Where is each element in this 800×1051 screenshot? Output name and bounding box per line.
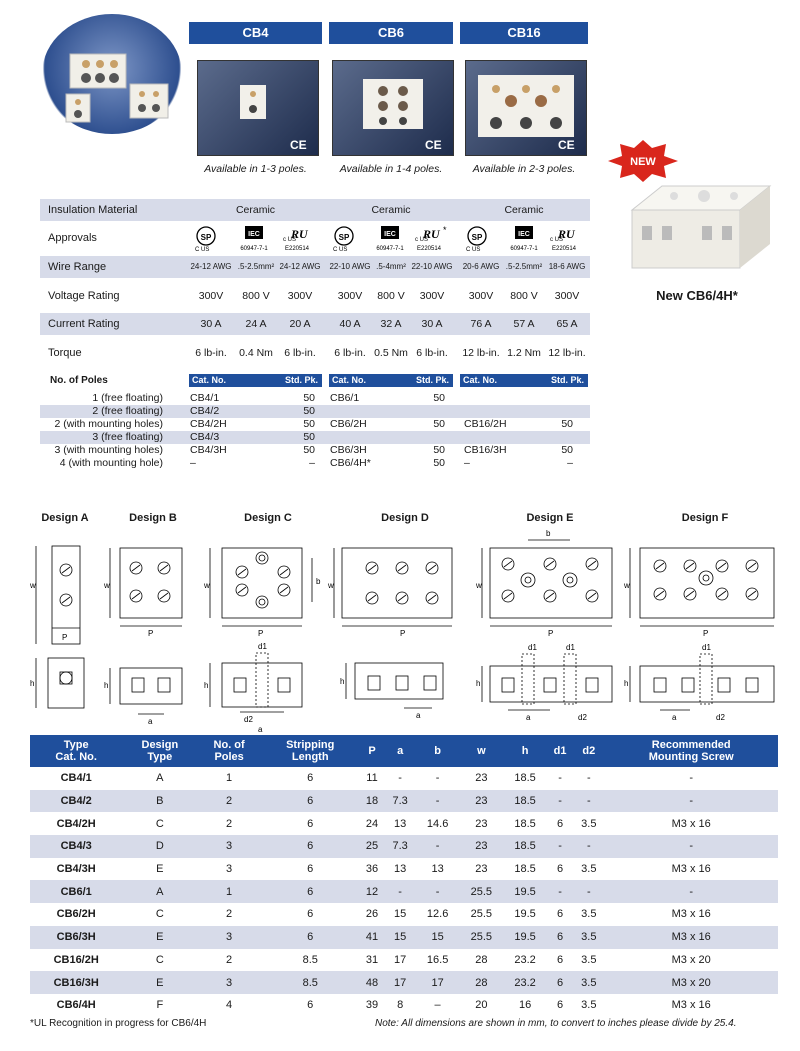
table-cell: M3 x 16 — [671, 999, 711, 1012]
svg-text:d1: d1 — [258, 642, 267, 651]
svg-text:P: P — [703, 629, 709, 638]
table-cell: – — [434, 999, 441, 1012]
table-cell: - — [547, 880, 573, 903]
table-cell: 39 — [365, 999, 379, 1012]
table-cell: 12.6 — [426, 908, 449, 921]
table-cell: 3.5 — [573, 926, 604, 949]
table-row — [30, 880, 778, 903]
insulation-row — [40, 199, 590, 221]
table-cell: 23 — [475, 863, 488, 876]
poles-cell-label: 3 (free floating) — [92, 431, 163, 443]
cb6-insulation: Ceramic — [371, 204, 411, 216]
table-cell: 20 — [475, 999, 488, 1012]
table-cell: 19.5 — [503, 880, 547, 903]
table-cell: C — [155, 953, 164, 966]
table-cell: 18 — [360, 790, 385, 813]
table-header-cell: Recommended Mounting Screw — [604, 735, 778, 767]
iec-logo: IEC — [248, 231, 260, 238]
table-cell: C — [155, 908, 164, 921]
table-cell: 28 — [475, 953, 488, 966]
poles-cell-cb6: CB6/2H — [330, 418, 367, 430]
table-cell: 31 — [365, 953, 379, 966]
svg-text:h: h — [204, 681, 209, 690]
cb16-caption: Available in 2-3 poles. — [472, 163, 576, 175]
poles-cell-cb4: CB4/1 — [190, 392, 220, 404]
table-cell: 3 — [197, 835, 261, 858]
table-cell: 1 — [197, 880, 261, 903]
table-cell: 6 — [547, 971, 573, 994]
table-cell: CB4/3H — [56, 863, 96, 876]
cb16-cat-header: Cat. No. Std. Pk. — [460, 374, 588, 387]
table-header-cell: d1 — [547, 735, 573, 767]
table-cell: 6 — [547, 926, 573, 949]
table-cell: 1 — [226, 772, 233, 785]
table-cell: 48 — [360, 971, 385, 994]
svg-text:P: P — [400, 629, 406, 638]
svg-text:a: a — [416, 711, 421, 720]
table-cell: 8.5 — [302, 953, 318, 966]
table-cell: 6 — [307, 999, 314, 1012]
table-cell: 36 — [365, 863, 379, 876]
dimension-table-header — [30, 735, 778, 767]
table-cell: - — [604, 790, 778, 813]
table-header-cell: d2 — [573, 735, 604, 767]
current-label: Current Rating — [48, 318, 120, 330]
svg-text:C US: C US — [466, 247, 481, 253]
svg-text:a: a — [258, 725, 263, 733]
product-group-photo — [42, 14, 182, 134]
table-cell: 6 — [557, 999, 564, 1012]
table-cell: 3.5 — [581, 863, 597, 876]
torque-label: Torque — [48, 347, 82, 359]
design-b-title: Design B — [129, 512, 177, 524]
table-cell: M3 x 16 — [671, 863, 711, 876]
table-cell: 6 — [261, 926, 360, 949]
cb6-header: CB6 — [329, 22, 453, 44]
table-cell: 2 — [226, 908, 233, 921]
table-cell: 7.3 — [385, 790, 416, 813]
table-cell: 7.3 — [385, 835, 416, 858]
table-cell: CB4/1 — [60, 772, 92, 785]
poles-cell-cb16pk: 50 — [561, 418, 573, 430]
svg-text:NEW: NEW — [630, 156, 656, 168]
table-cell: 4 — [226, 999, 233, 1012]
poles-cell-cb16: CB16/2H — [464, 418, 507, 430]
table-cell: 12 — [360, 880, 385, 903]
table-cell: 18.5 — [514, 772, 536, 785]
poles-cell-cb4: CB4/2H — [190, 418, 227, 430]
svg-text:a: a — [526, 713, 531, 722]
table-cell: - — [573, 790, 604, 813]
table-cell: 18.5 — [514, 817, 536, 830]
poles-cell-cb4pk: 50 — [303, 405, 315, 417]
table-cell: 6 — [261, 835, 360, 858]
new-badge — [608, 140, 678, 182]
cb4-approvals — [189, 224, 322, 254]
table-cell: 15 — [416, 926, 460, 949]
table-cell: A — [122, 880, 197, 903]
svg-text:b: b — [546, 529, 551, 538]
table-cell: 15 — [394, 908, 407, 921]
table-cell: 3 — [197, 926, 261, 949]
cb4-insulation: Ceramic — [189, 199, 322, 221]
footnote: *UL Recognition in progress for CB6/4H — [30, 1018, 207, 1029]
svg-text:d2: d2 — [244, 715, 253, 724]
table-cell: 23 — [475, 817, 488, 830]
table-cell: 24 — [365, 817, 379, 830]
csa-logo: SP — [200, 233, 212, 242]
table-cell: 17 — [394, 953, 407, 966]
table-cell: 11 — [366, 772, 378, 785]
table-cell: - — [398, 772, 402, 785]
table-cell: - — [604, 835, 778, 858]
table-row — [30, 926, 778, 949]
table-row — [30, 835, 778, 858]
table-header-cell: P — [360, 735, 385, 767]
table-cell: - — [416, 835, 460, 858]
table-cell: M3 x 16 — [671, 817, 711, 830]
svg-text:*: * — [443, 225, 447, 235]
table-cell: CB16/3H — [30, 971, 122, 994]
table-header-cell: Stripping Length — [261, 735, 360, 767]
table-cell: 3 — [197, 971, 261, 994]
poles-row — [40, 418, 600, 431]
svg-text:P: P — [62, 633, 68, 642]
cb6-approvals — [329, 224, 453, 254]
poles-cell-cb4: CB4/3H — [190, 444, 227, 456]
table-cell: 23.2 — [514, 953, 536, 966]
table-row — [30, 767, 778, 790]
cb4-caption: Available in 1-3 poles. — [204, 163, 307, 175]
svg-text:h: h — [476, 679, 481, 688]
torque-row: Torque 6 lb-in. 0.4 Nm 6 lb-in. 6 lb-in. 0.5 Nm 6 lb-in. 12 lb-in. 1.2 Nm 12 lb-in. — [40, 342, 590, 364]
table-cell: 23.2 — [503, 971, 547, 994]
poles-cell-label: 1 (free floating) — [92, 392, 163, 404]
svg-text:c US: c US — [550, 237, 564, 243]
svg-text:P: P — [148, 629, 154, 638]
table-row — [30, 903, 778, 926]
poles-cell-cb6: CB6/4H* — [330, 457, 371, 469]
table-cell: 15 — [385, 926, 416, 949]
poles-cell-cb4: CB4/2 — [190, 405, 220, 417]
table-cell: 18.5 — [503, 790, 547, 813]
cb16-photo — [465, 60, 587, 156]
table-cell: CB6/1 — [30, 880, 122, 903]
poles-cell-cb6pk: 50 — [433, 457, 445, 469]
cb4-header: CB4 — [189, 22, 322, 44]
svg-text:E220514: E220514 — [551, 246, 577, 252]
table-cell: CB6/2H — [56, 908, 96, 921]
table-cell: F — [156, 999, 164, 1012]
poles-cell-cb4pk: – — [309, 457, 315, 469]
table-cell: 19.5 — [514, 908, 536, 921]
table-cell: 18.5 — [514, 863, 536, 876]
table-cell: 13 — [394, 863, 407, 876]
svg-text:C US: C US — [333, 247, 348, 253]
csa-logo: SP — [471, 233, 483, 242]
table-cell: 41 — [360, 926, 385, 949]
table-cell: 25.5 — [459, 880, 503, 903]
table-header-cell: No. of Poles — [197, 735, 261, 767]
approvals-label: Approvals — [48, 232, 97, 244]
table-cell: 25.5 — [459, 926, 503, 949]
table-cell: 3 — [226, 863, 233, 876]
svg-text:d1: d1 — [566, 643, 575, 652]
ce-mark: CE — [425, 138, 442, 152]
table-cell: 2 — [226, 953, 233, 966]
svg-text:w: w — [476, 581, 482, 590]
table-cell: M3 x 20 — [671, 953, 711, 966]
table-cell: 2 — [197, 790, 261, 813]
poles-cell-cb4pk: 50 — [303, 418, 315, 430]
cb6-cat-header: Cat. No. Std. Pk. — [329, 374, 453, 387]
table-cell: 26 — [365, 908, 379, 921]
table-cell: 8.5 — [261, 971, 360, 994]
poles-cell-cb6: CB6/1 — [330, 392, 360, 404]
table-cell: E — [122, 926, 197, 949]
cb16-insulation: Ceramic — [504, 204, 544, 216]
cb6-caption: Available in 1-4 poles. — [339, 163, 443, 175]
design-d-title: Design D — [381, 512, 429, 524]
table-cell: 18.5 — [503, 835, 547, 858]
svg-text:60947-7-1: 60947-7-1 — [376, 246, 404, 252]
table-cell: 23 — [459, 835, 503, 858]
table-cell: - — [385, 880, 416, 903]
table-cell: 3.5 — [581, 999, 597, 1012]
ce-mark: CE — [290, 138, 307, 152]
table-cell: 6 — [557, 863, 564, 876]
ce-mark: CE — [558, 138, 575, 152]
poles-cell-cb6pk: 50 — [433, 392, 445, 404]
svg-text:d1: d1 — [528, 643, 537, 652]
poles-cell-label: 2 (with mounting holes) — [54, 418, 163, 430]
table-cell: - — [689, 772, 694, 785]
cb16-header: CB16 — [460, 22, 588, 44]
svg-text:60947-7-1: 60947-7-1 — [510, 246, 538, 252]
poles-row — [40, 457, 600, 470]
table-cell: 6 — [261, 790, 360, 813]
poles-cell-label: 2 (free floating) — [92, 405, 163, 417]
table-cell: C — [155, 817, 164, 830]
table-row — [30, 994, 778, 1017]
design-f-title: Design F — [681, 512, 729, 524]
design-drawings — [0, 528, 800, 733]
svg-text:P: P — [548, 629, 554, 638]
svg-text:h: h — [30, 679, 35, 688]
table-cell: - — [547, 790, 573, 813]
table-cell: 6 — [307, 817, 314, 830]
svg-text:h: h — [340, 677, 345, 686]
table-cell: 23 — [459, 790, 503, 813]
table-cell: 13 — [431, 863, 444, 876]
terminal-blocks-illustration — [42, 14, 182, 134]
table-row — [30, 971, 778, 994]
wire-range-row: Wire Range 24-12 AWG .5-2.5mm² 24-12 AWG 22-10 AWG .5-4mm² 22-10 AWG 20-6 AWG .5-2.5mm² 18-6 AWG — [40, 256, 590, 278]
design-e-title: Design E — [526, 512, 574, 524]
wire-range-label: Wire Range — [48, 261, 107, 273]
dimension-note: Note: All dimensions are shown in mm, to convert to inches please divide by 25.4. — [375, 1018, 737, 1029]
table-cell: CB4/3 — [30, 835, 122, 858]
poles-row — [40, 392, 600, 405]
table-cell: 6 — [307, 908, 314, 921]
svg-text:d2: d2 — [578, 713, 587, 722]
poles-cell-cb16: CB16/3H — [464, 444, 507, 456]
table-cell: - — [604, 880, 778, 903]
svg-text:C US: C US — [195, 247, 210, 253]
cb4-photo — [197, 60, 319, 156]
table-cell: 16.5 — [426, 953, 449, 966]
table-cell: - — [416, 880, 460, 903]
svg-text:a: a — [672, 713, 677, 722]
table-header-cell: Type Cat. No. — [30, 735, 122, 767]
current-row: Current Rating 30 A 24 A 20 A 40 A 32 A 30 A 76 A 57 A 65 A — [40, 313, 590, 335]
table-cell: CB6/4H — [56, 999, 96, 1012]
svg-text:E220514: E220514 — [416, 246, 442, 252]
table-cell: 6 — [307, 772, 314, 785]
table-cell: CB6/3H — [30, 926, 122, 949]
svg-text:c US: c US — [283, 237, 297, 243]
svg-text:a: a — [148, 717, 153, 726]
table-cell: M3 x 20 — [604, 971, 778, 994]
table-cell: A — [156, 772, 164, 785]
poles-cell-cb16pk: – — [567, 457, 573, 469]
table-cell: 19.5 — [503, 926, 547, 949]
poles-cell-cb6: CB6/3H — [330, 444, 367, 456]
poles-cell-cb4pk: 50 — [303, 444, 315, 456]
ul-logo: RU — [423, 227, 440, 241]
ul-logo: RU — [291, 227, 308, 241]
design-a-title: Design A — [41, 512, 89, 524]
table-cell: CB16/2H — [53, 953, 99, 966]
table-cell: 3.5 — [581, 817, 597, 830]
poles-row — [40, 405, 590, 418]
table-header-cell: Design Type — [122, 735, 197, 767]
table-cell: B — [122, 790, 197, 813]
svg-text:P: P — [258, 629, 264, 638]
table-cell: 2 — [226, 817, 233, 830]
table-cell: - — [416, 790, 460, 813]
poles-cell-cb4: – — [190, 457, 196, 469]
table-cell: 6 — [557, 908, 564, 921]
poles-cell-cb4: CB4/3 — [190, 431, 220, 443]
cb16-approvals — [460, 224, 588, 254]
table-cell: CB4/2H — [56, 817, 96, 830]
table-cell: - — [558, 772, 562, 785]
poles-cell-cb6pk: 50 — [433, 444, 445, 456]
dimension-table — [30, 735, 778, 1017]
table-row — [30, 949, 778, 972]
svg-text:c US: c US — [415, 237, 429, 243]
table-cell: - — [573, 880, 604, 903]
table-header-cell: b — [416, 735, 460, 767]
table-cell: 6 — [557, 953, 564, 966]
iec-logo: IEC — [518, 231, 530, 238]
poles-cell-label: 3 (with mounting holes) — [54, 444, 163, 456]
svg-text:w: w — [30, 581, 36, 590]
insulation-label: Insulation Material — [48, 204, 138, 216]
table-cell: 25.5 — [470, 908, 493, 921]
poles-cell-cb4pk: 50 — [303, 392, 315, 404]
table-cell: 25 — [360, 835, 385, 858]
table-cell: - — [435, 772, 440, 785]
table-row — [30, 812, 778, 835]
poles-cell-cb4pk: 50 — [303, 431, 315, 443]
table-cell: 6 — [307, 863, 314, 876]
cb6-photo — [332, 60, 454, 156]
poles-row — [40, 431, 590, 444]
cb6-4h-photo — [622, 180, 772, 272]
table-cell: 3.5 — [573, 971, 604, 994]
csa-logo: SP — [338, 233, 350, 242]
table-cell: - — [573, 835, 604, 858]
poles-row — [40, 444, 600, 457]
design-c-title: Design C — [244, 512, 292, 524]
svg-text:d1: d1 — [702, 643, 711, 652]
table-cell: 17 — [385, 971, 416, 994]
new-product-label: New CB6/4H* — [656, 288, 738, 303]
svg-text:w: w — [328, 581, 334, 590]
svg-text:h: h — [624, 679, 629, 688]
table-cell: 6 — [261, 880, 360, 903]
table-cell: - — [547, 835, 573, 858]
table-cell: E — [156, 863, 164, 876]
svg-text:60947-7-1: 60947-7-1 — [240, 246, 268, 252]
table-cell: E — [122, 971, 197, 994]
table-cell: 16 — [518, 999, 532, 1012]
table-cell: 28 — [459, 971, 503, 994]
poles-cell-cb16pk: 50 — [561, 444, 573, 456]
table-cell: M3 x 16 — [671, 908, 711, 921]
voltage-label: Voltage Rating — [48, 290, 120, 302]
poles-cell-cb6pk: 50 — [433, 418, 445, 430]
iec-logo: IEC — [384, 231, 396, 238]
poles-cell-cb16: – — [464, 457, 470, 469]
table-cell: 17 — [416, 971, 460, 994]
table-cell: M3 x 16 — [604, 926, 778, 949]
table-cell: 23 — [475, 772, 488, 785]
ul-logo: RU — [558, 227, 575, 241]
table-cell: CB4/2 — [30, 790, 122, 813]
table-cell: 6 — [557, 817, 564, 830]
svg-text:w: w — [104, 581, 110, 590]
table-header-cell: w — [459, 735, 503, 767]
svg-text:w: w — [204, 581, 210, 590]
table-row — [30, 858, 778, 881]
cb4-cat-header: Cat. No. Std. Pk. — [189, 374, 322, 387]
voltage-row: Voltage Rating 300V 800 V 300V 300V 800 V 300V 300V 800 V 300V — [40, 285, 590, 307]
poles-title: No. of Poles — [50, 375, 108, 386]
table-cell: D — [122, 835, 197, 858]
svg-text:b: b — [316, 577, 321, 586]
table-cell: 3.5 — [581, 953, 597, 966]
table-cell: 8 — [397, 999, 404, 1012]
svg-text:w: w — [624, 581, 630, 590]
table-header-cell: h — [503, 735, 547, 767]
table-cell: - — [586, 772, 591, 785]
table-cell: 14.6 — [426, 817, 449, 830]
svg-text:h: h — [104, 681, 109, 690]
table-cell: 3.5 — [581, 908, 597, 921]
table-cell: 13 — [394, 817, 407, 830]
table-header-cell: a — [385, 735, 416, 767]
table-row — [30, 790, 778, 813]
svg-text:E220514: E220514 — [284, 246, 310, 252]
poles-cell-label: 4 (with mounting hole) — [59, 457, 163, 469]
svg-text:d2: d2 — [716, 713, 725, 722]
